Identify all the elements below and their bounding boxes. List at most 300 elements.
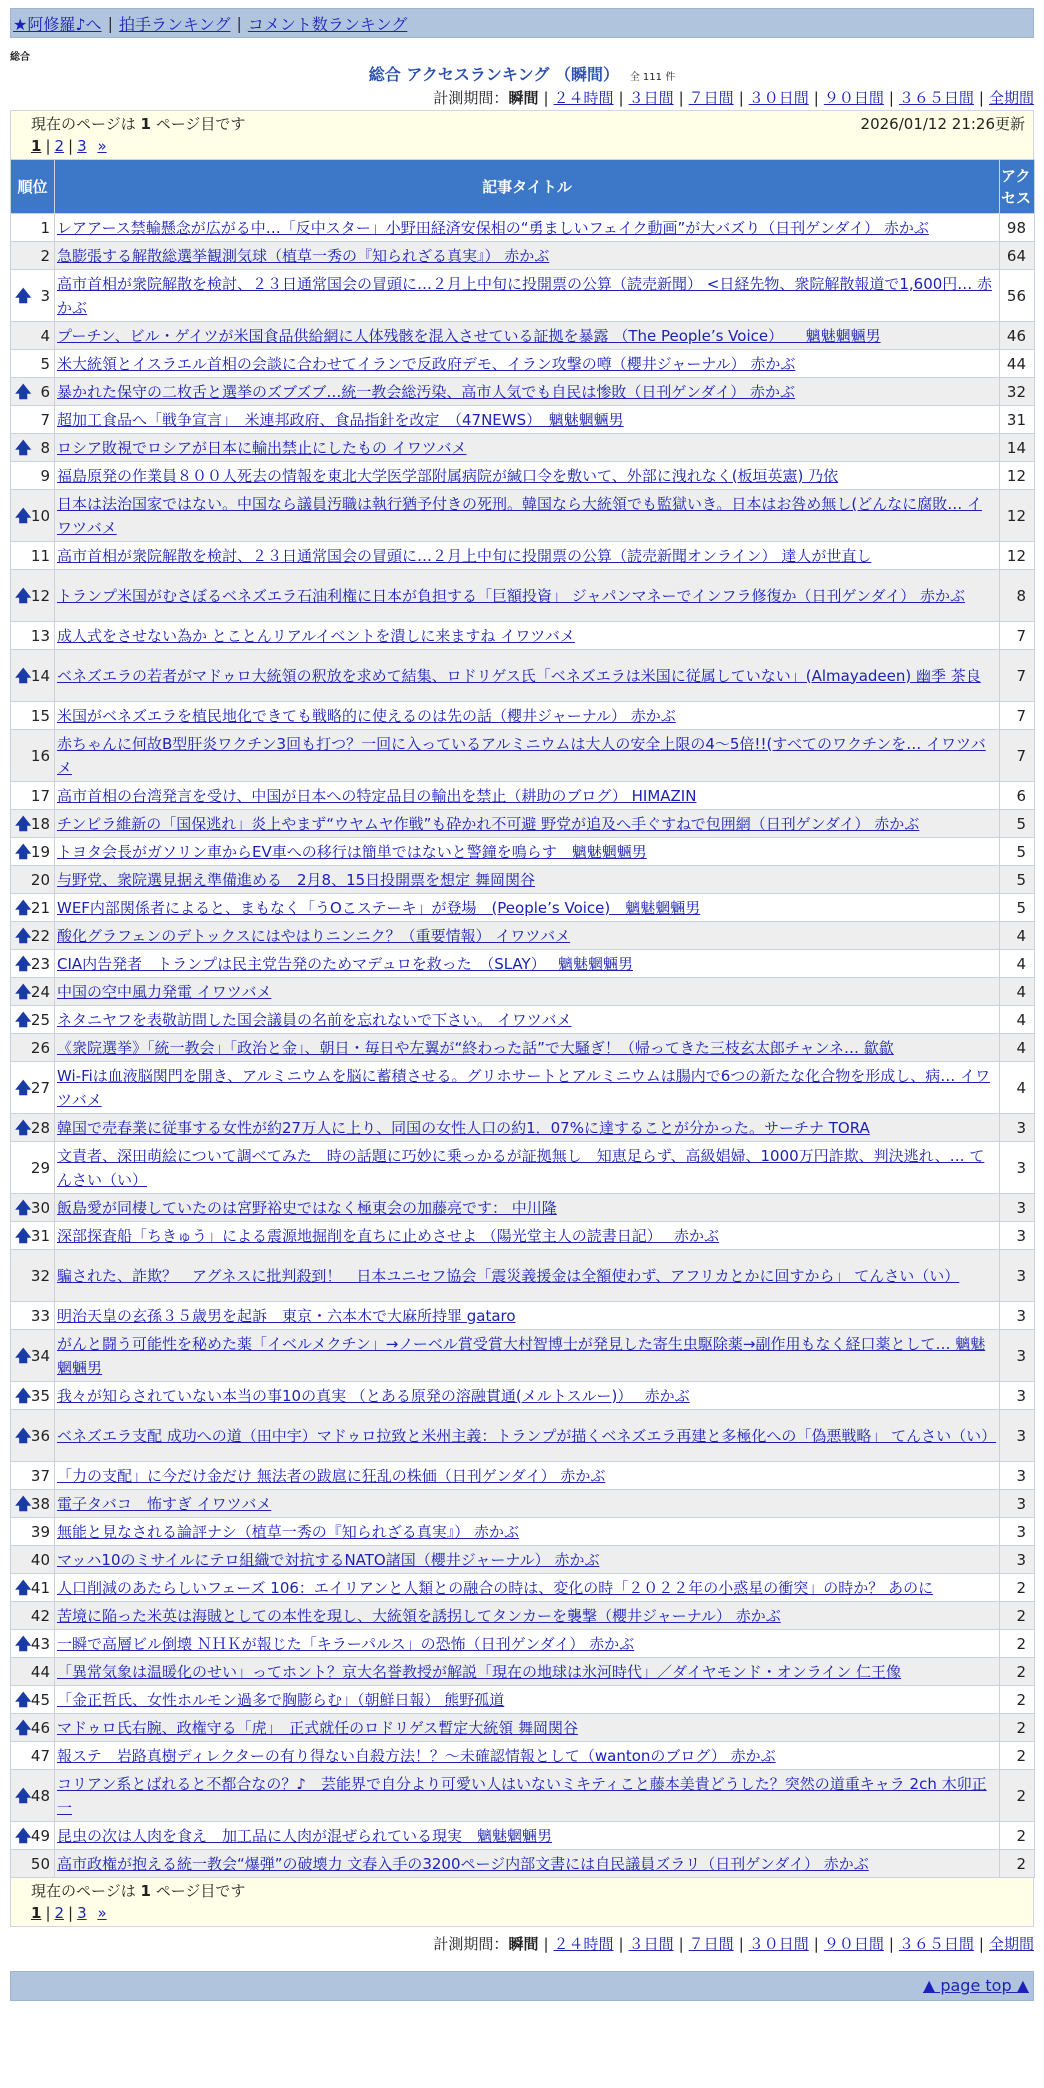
article-link[interactable]: チンピラ維新の「国保逃れ」炎上やまず“ウヤムヤ作戦”も砕かれ不可避 野党が追及へ手ぐすねで包囲網（日刊ゲンダイ） 赤かぶ: [57, 814, 920, 833]
access-count: 2: [1000, 1602, 1035, 1630]
article-link[interactable]: 赤ちゃんに何故B型肝炎ワクチン3回も打つ？一回に入っているアルミニウムは大人の安全上限の4～5倍!!(すべてのワクチンを… イワツバメ: [57, 734, 986, 777]
access-count: 3: [1000, 1382, 1035, 1410]
article-link[interactable]: 我々が知らされていない本当の事10の真実 （とある原発の溶融貫通(メルトスルー)） 赤かぶ: [57, 1386, 690, 1405]
table-row: [11, 1850, 1035, 1878]
access-count: 4: [1000, 1006, 1035, 1034]
period-separator: |: [543, 89, 549, 107]
pager-separator: |: [45, 137, 51, 155]
title-cell: [55, 1006, 1000, 1034]
period-separator: |: [888, 89, 894, 107]
table-row: [11, 810, 1035, 838]
article-link[interactable]: 暴かれた保守の二枚舌と選挙のズブズブ…統一教会総汚染、高市人気でも自民は惨敗（日刊ゲンダイ） 赤かぶ: [57, 382, 795, 401]
rank-cell: [11, 434, 55, 462]
table-row: [11, 322, 1035, 350]
rank-cell: [11, 810, 55, 838]
rank-number: 1: [40, 218, 50, 237]
access-count: 4: [1000, 978, 1035, 1006]
period-link-4[interactable]: ９０日間: [823, 1935, 884, 1953]
table-row: [11, 1034, 1035, 1062]
rank-cell: [11, 894, 55, 922]
total-count: 全 111 件: [629, 72, 676, 83]
title-cell: [55, 406, 1000, 434]
article-link[interactable]: ネタニヤフを表敬訪問した国会議員の名前を忘れないで下さい。 イワツバメ: [57, 1010, 572, 1029]
access-count: 3: [1000, 1250, 1035, 1302]
pager-page-3[interactable]: 3: [77, 1904, 87, 1922]
rank-cell: [11, 650, 55, 702]
rank-number: 27: [30, 1078, 50, 1097]
article-link[interactable]: 米国がベネズエラを植民地化できても戦略的に使えるのは先の話（櫻井ジャーナル） 赤かぶ: [57, 706, 676, 725]
table-row: [11, 242, 1035, 270]
article-link[interactable]: 電子タバコ 怖すぎ イワツバメ: [57, 1494, 272, 1513]
access-count: 5: [1000, 810, 1035, 838]
up-arrow-icon: 🡅: [15, 665, 32, 685]
rank-number: 33: [30, 1306, 50, 1325]
article-link[interactable]: 文責者、深田萌絵について調べてみた 時の話題に巧妙に乗っかるが証拠無し 知恵足らず、高級娼婦、1000万円詐欺、判決逃れ、… てんさい（い）: [57, 1146, 985, 1189]
period-separator: |: [978, 89, 984, 107]
title-cell: [55, 1546, 1000, 1574]
access-count: 4: [1000, 922, 1035, 950]
rank-cell: [11, 1574, 55, 1602]
article-link[interactable]: コリアン系とばれると不都合なの？♪ 芸能界で自分より可愛い人はいないミキティこと藤本美貴どうした？突然の道重キャラ 2ch 木卯正一: [57, 1774, 987, 1817]
rank-cell: [11, 782, 55, 810]
title-cell: [55, 462, 1000, 490]
table-row: [11, 1822, 1035, 1850]
rank-number: 4: [40, 326, 50, 345]
pager-next[interactable]: »: [97, 137, 107, 155]
rank-number: 7: [40, 410, 50, 429]
title-cell: [55, 730, 1000, 782]
article-link[interactable]: Wi-Fiは血液脳関門を開き、アルミニウムを脳に蓄積させる。グリホサートとアルミニウムは腸内で6つの新たな化合物を形成し、病… イワツバメ: [57, 1066, 991, 1109]
article-link[interactable]: 高市政権が抱える統一教会“爆弾”の破壊力 文春入手の3200ページ内部文書には自民議員ズラリ（日刊ゲンダイ） 赤かぶ: [57, 1854, 869, 1873]
article-link[interactable]: 《衆院選挙》「統一教会」「政治と金」、朝日・毎日や左翼が“終わった話”で大騒ぎ！（帰ってきた三枝玄太郎チャンネ… 歙歙: [57, 1038, 894, 1057]
rank-number: 31: [30, 1226, 50, 1245]
rank-cell: [11, 1194, 55, 1222]
title-cell: [55, 1518, 1000, 1546]
rank-number: 12: [30, 586, 50, 605]
up-arrow-icon: 🡅: [15, 1717, 32, 1737]
current-page-text: 現在のページは 1 ページ目です: [31, 1882, 246, 1900]
article-link[interactable]: 騙された、詐欺？ アグネスに批判殺到！ 日本ユニセフ協会「震災義援金は全額使わず、アフリカとかに回すから」 てんさい（い）: [57, 1266, 960, 1285]
access-count: 5: [1000, 894, 1035, 922]
rank-number: 39: [30, 1522, 50, 1541]
rank-cell: [11, 1714, 55, 1742]
up-arrow-icon: 🡅: [15, 437, 32, 457]
access-count: 2: [1000, 1822, 1035, 1850]
table-row: [11, 622, 1035, 650]
table-row: [11, 490, 1035, 542]
article-link[interactable]: 人口削減のあたらしいフェーズ 106：エイリアンと人類との融合の時は、変化の時「２０２２年の小惑星の衝突」の時か？ あのに: [57, 1578, 934, 1597]
period-link-1[interactable]: ３日間: [628, 89, 674, 107]
page-top-link[interactable]: ▲ page top ▲: [922, 1976, 1029, 1995]
access-count: 98: [1000, 214, 1035, 242]
access-header: アクセス: [1000, 160, 1035, 214]
table-row: [11, 950, 1035, 978]
rank-number: 28: [30, 1118, 50, 1137]
rank-cell: [11, 622, 55, 650]
rank-cell: [11, 1062, 55, 1114]
rank-cell: [11, 1742, 55, 1770]
table-row: [11, 1302, 1035, 1330]
article-link[interactable]: 韓国で売春業に従事する女性が約27万人に上り、同国の女性人口の約1．07%に達することが分かった。サーチナ TORA: [57, 1118, 870, 1137]
period-link-1[interactable]: ３日間: [628, 1935, 674, 1953]
article-link[interactable]: 与野党、衆院選見据え準備進める 2月8、15日投開票を想定 舞岡関谷: [57, 870, 535, 889]
updated-timestamp: 2026/01/12 21:26更新: [860, 115, 1025, 133]
rank-cell: [11, 1410, 55, 1462]
period-link-2[interactable]: ７日間: [688, 89, 734, 107]
rank-number: 35: [30, 1386, 50, 1405]
table-row: [11, 1630, 1035, 1658]
category-label: 総合: [10, 52, 30, 63]
access-count: 3: [1000, 1518, 1035, 1546]
pager-separator: |: [68, 137, 74, 155]
title-cell: [55, 650, 1000, 702]
rank-number: 40: [30, 1550, 50, 1569]
rank-number: 14: [30, 666, 50, 685]
rank-cell: [11, 1850, 55, 1878]
rank-cell: [11, 950, 55, 978]
title-cell: [55, 978, 1000, 1006]
article-link[interactable]: トヨタ会長がガソリン車からEV車への移行は簡単ではないと警鐘を鳴らす 魑魅魍魎男: [57, 842, 647, 861]
rank-cell: [11, 570, 55, 622]
article-link[interactable]: 酸化グラフェンのデトックスにはやはりニンニク？（重要情報） イワツバメ: [57, 926, 571, 945]
rank-cell: [11, 1222, 55, 1250]
article-link[interactable]: 米大統領とイスラエル首相の会談に合わせてイランで反政府デモ、イラン攻撃の噂（櫻井ジャーナル） 赤かぶ: [57, 354, 796, 373]
title-cell: [55, 1490, 1000, 1518]
article-link[interactable]: トランプ米国がむさぼるベネズエラ石油利権に日本が負担する「巨額投資」 ジャパンマネーでインフラ修復か（日刊ゲンダイ） 赤かぶ: [57, 586, 966, 605]
period-label: 計測期間：: [433, 89, 509, 107]
period-separator: |: [543, 1935, 549, 1953]
up-arrow-icon: 🡅: [15, 897, 32, 917]
table-row: [11, 730, 1035, 782]
title-cell: [55, 866, 1000, 894]
title-cell: [55, 1410, 1000, 1462]
up-arrow-icon: 🡅: [15, 1117, 32, 1137]
article-link[interactable]: 高市首相が衆院解散を検討、２３日通常国会の冒頭に…２月上中旬に投開票の公算（読売新聞） <日経先物、衆院解散報道で1,600円… 赤かぶ: [57, 274, 993, 317]
title-cell: [55, 622, 1000, 650]
rank-number: 48: [30, 1786, 50, 1805]
title-cell: [55, 322, 1000, 350]
period-link-3[interactable]: ３０日間: [748, 1935, 809, 1953]
rank-number: 6: [40, 382, 50, 401]
article-link[interactable]: レアアース禁輸懸念が広がる中…「反中スター」小野田経済安保相の“勇ましいフェイク動画”が大バズり（日刊ゲンダイ） 赤かぶ: [57, 218, 929, 237]
rank-number: 20: [30, 870, 50, 889]
access-count: 2: [1000, 1770, 1035, 1822]
rank-cell: [11, 1382, 55, 1410]
period-link-5[interactable]: ３６５日間: [898, 89, 974, 107]
title-cell: [55, 1062, 1000, 1114]
table-row: [11, 978, 1035, 1006]
rank-cell: [11, 838, 55, 866]
title-cell: [55, 1302, 1000, 1330]
access-count: 5: [1000, 866, 1035, 894]
article-link[interactable]: 一瞬で高層ビル倒壊 ＮＨＫが報じた「キラーパルス」の恐怖（日刊ゲンダイ） 赤かぶ: [57, 1634, 635, 1653]
article-link[interactable]: 成人式をさせない為か とことんリアルイベントを潰しに来ますね イワツバメ: [57, 626, 575, 645]
access-count: 12: [1000, 462, 1035, 490]
access-count: 3: [1000, 1462, 1035, 1490]
title-cell: [55, 1382, 1000, 1410]
title-cell: [55, 1822, 1000, 1850]
ranking-table: [10, 159, 1035, 1878]
title-cell: [55, 1142, 1000, 1194]
ranking-heading: [10, 64, 1034, 86]
period-separator: |: [678, 1935, 684, 1953]
rank-cell: [11, 702, 55, 730]
article-link[interactable]: ベネズエラの若者がマドゥロ大統領の釈放を求めて結集、ロドリゲス氏「ベネズエラは米国に従属していない」(Almayadeen) 幽季 茶良: [57, 666, 981, 685]
up-arrow-icon: 🡅: [15, 1197, 32, 1217]
article-link[interactable]: 無能と見なされる論評ナシ（植草一秀の『知られざる真実』） 赤かぶ: [57, 1522, 519, 1541]
title-cell: [55, 922, 1000, 950]
rank-cell: [11, 1658, 55, 1686]
rank-number: 2: [40, 246, 50, 265]
article-link[interactable]: 「異常気象は温暖化のせい」ってホント？京大名誉教授が解説「現在の地球は氷河時代」／ダイヤモンド・オンライン 仁王像: [57, 1662, 902, 1681]
table-row: [11, 1382, 1035, 1410]
access-count: 7: [1000, 702, 1035, 730]
table-row: [11, 702, 1035, 730]
rank-number: 10: [30, 506, 50, 525]
period-separator: |: [813, 1935, 819, 1953]
article-link[interactable]: ロシア敗視でロシアが日本に輸出禁止にしたもの イワツバメ: [57, 438, 467, 457]
article-link[interactable]: 報ステ 岩路真樹ディレクターの有り得ない自殺方法！？～未確認情報として（wantonのブログ） 赤かぶ: [57, 1746, 776, 1765]
article-link[interactable]: 高市首相が衆院解散を検討、２３日通常国会の冒頭に…２月上中旬に投開票の公算（読売新聞オンライン） 達人が世直し: [57, 546, 872, 565]
table-row: [11, 1062, 1035, 1114]
rank-number: 24: [30, 982, 50, 1001]
rank-number: 3: [40, 286, 50, 305]
rank-cell: [11, 1006, 55, 1034]
period-link-5[interactable]: ３６５日間: [898, 1935, 974, 1953]
access-count: 3: [1000, 1490, 1035, 1518]
article-link[interactable]: 超加工食品へ「戦争宣言」 米連邦政府、食品指針を改定 （47NEWS） 魑魅魍魎男: [57, 410, 624, 429]
rank-number: 34: [30, 1346, 50, 1365]
period-selector-top: [10, 86, 1034, 110]
page-title: 総合 アクセスランキング （瞬間）: [368, 65, 619, 84]
table-row: [11, 378, 1035, 406]
access-count: 2: [1000, 1742, 1035, 1770]
up-arrow-icon: 🡅: [15, 1689, 32, 1709]
access-count: 3: [1000, 1546, 1035, 1574]
rank-number: 43: [30, 1634, 50, 1653]
article-link[interactable]: 明治天皇の玄孫３５歳男を起訴 東京・六本木で大麻所持罪 gataro: [57, 1306, 516, 1325]
pager-top: [10, 110, 1034, 159]
access-count: 4: [1000, 1062, 1035, 1114]
rank-number: 23: [30, 954, 50, 973]
table-row: [11, 1658, 1035, 1686]
rank-cell: [11, 1602, 55, 1630]
access-count: 3: [1000, 1302, 1035, 1330]
rank-number: 22: [30, 926, 50, 945]
home-link[interactable]: ★阿修羅♪へ: [13, 14, 102, 34]
access-count: 8: [1000, 570, 1035, 622]
title-cell: [55, 1330, 1000, 1382]
up-arrow-icon: 🡅: [15, 1577, 32, 1597]
pager-page-2[interactable]: 2: [54, 1904, 65, 1922]
article-link[interactable]: 飯島愛が同棲していたのは宮野裕史ではなく極東会の加藤亮です： 中川隆: [57, 1198, 557, 1217]
rank-cell: [11, 978, 55, 1006]
table-row: [11, 650, 1035, 702]
table-row: [11, 1006, 1035, 1034]
article-link[interactable]: マドゥロ氏右腕、政権守る「虎」 正式就任のロドリゲス暫定大統領 舞岡関谷: [57, 1718, 578, 1737]
rank-number: 25: [30, 1010, 50, 1029]
table-row: [11, 1142, 1035, 1194]
up-arrow-icon: 🡅: [15, 1225, 32, 1245]
article-link[interactable]: プーチン、ビル・ゲイツが米国食品供給網に人体残骸を混入させている証拠を暴露 （The People’s Voice） 魑魅魍魎男: [57, 326, 881, 345]
rank-cell: [11, 730, 55, 782]
article-link[interactable]: 中国の空中風力発電 イワツバメ: [57, 982, 272, 1001]
period-link-2[interactable]: ７日間: [688, 1935, 734, 1953]
period-separator: |: [813, 89, 819, 107]
rank-cell: [11, 1518, 55, 1546]
rank-number: 49: [30, 1826, 50, 1845]
title-cell: [55, 810, 1000, 838]
pager-links: [31, 1902, 1025, 1926]
page: [10, 8, 1034, 2001]
rank-cell: [11, 1822, 55, 1850]
table-row: [11, 1546, 1035, 1574]
pager-page-1[interactable]: 1: [31, 1904, 42, 1922]
article-link[interactable]: 昆虫の次は人肉を食え 加工品に人肉が混ぜられている現実 魑魅魍魎男: [57, 1826, 553, 1845]
up-arrow-icon: 🡅: [15, 1493, 32, 1513]
up-arrow-icon: 🡅: [15, 1385, 32, 1405]
period-link-3[interactable]: ３０日間: [748, 89, 809, 107]
up-arrow-icon: 🡅: [15, 925, 32, 945]
period-separator: |: [978, 1935, 984, 1953]
access-count: 7: [1000, 650, 1035, 702]
period-separator: |: [738, 1935, 744, 1953]
access-count: 14: [1000, 434, 1035, 462]
access-count: 31: [1000, 406, 1035, 434]
rank-number: 15: [30, 706, 50, 725]
rank-number: 29: [30, 1158, 50, 1177]
article-link[interactable]: がんと闘う可能性を秘めた薬「イベルメクチン」→ノーベル賞受賞大村智博士が発見した寄生虫駆除薬→副作用もなく経口薬として… 魑魅魍魎男: [57, 1334, 986, 1377]
article-link[interactable]: 苦境に陥った米英は海賊としての本性を現し、大統領を誘拐してタンカーを襲撃（櫻井ジャーナル） 赤かぶ: [57, 1606, 781, 1625]
pager-page-2[interactable]: 2: [54, 137, 65, 155]
rank-cell: [11, 322, 55, 350]
rank-number: 8: [40, 438, 50, 457]
rank-number: 46: [30, 1718, 50, 1737]
period-link-6[interactable]: 全期間: [988, 1935, 1034, 1953]
article-link[interactable]: 日本は法治国家ではない。中国なら議員汚職は執行猶予付きの死刑。韓国なら大統領でも監獄いき。日本はお咎め無し(どんなに腐敗… イワツバメ: [57, 494, 983, 537]
up-arrow-icon: 🡅: [15, 1633, 32, 1653]
title-cell: [55, 1462, 1000, 1490]
table-row: [11, 270, 1035, 322]
period-link-0[interactable]: ２４時間: [553, 89, 614, 107]
access-count: 7: [1000, 622, 1035, 650]
period-link-6[interactable]: 全期間: [988, 89, 1034, 107]
title-cell: [55, 702, 1000, 730]
up-arrow-icon: 🡅: [15, 813, 32, 833]
title-cell: [55, 1114, 1000, 1142]
table-row: [11, 1770, 1035, 1822]
title-cell: [55, 1602, 1000, 1630]
rank-cell: [11, 242, 55, 270]
rank-cell: [11, 1114, 55, 1142]
rank-cell: [11, 542, 55, 570]
access-count: 3: [1000, 1222, 1035, 1250]
access-count: 32: [1000, 378, 1035, 406]
access-count: 3: [1000, 1194, 1035, 1222]
article-link[interactable]: 急膨張する解散総選挙観測気球（植草一秀の『知られざる真実』） 赤かぶ: [57, 246, 550, 265]
up-arrow-icon: 🡅: [15, 841, 32, 861]
period-link-4[interactable]: ９０日間: [823, 89, 884, 107]
top-nav-bar: [10, 8, 1034, 38]
title-cell: [55, 214, 1000, 242]
title-cell: [55, 1686, 1000, 1714]
up-arrow-icon: 🡅: [15, 1009, 32, 1029]
up-arrow-icon: 🡅: [15, 381, 32, 401]
title-cell: [55, 490, 1000, 542]
pager-page-3[interactable]: 3: [77, 137, 87, 155]
rank-number: 42: [30, 1606, 50, 1625]
table-row: [11, 462, 1035, 490]
clap-ranking-link[interactable]: 拍手ランキング: [118, 14, 231, 34]
rank-cell: [11, 1250, 55, 1302]
comment-ranking-link[interactable]: コメント数ランキング: [247, 14, 408, 34]
rank-number: 32: [30, 1266, 50, 1285]
title-cell: [55, 378, 1000, 406]
article-link[interactable]: ベネズエラ支配 成功への道（田中宇）マドゥロ拉致と米州主義：トランプが描くベネズエラ再建と多極化への「偽悪戦略」 てんさい（い）: [57, 1426, 997, 1445]
period-link-0[interactable]: ２４時間: [553, 1935, 614, 1953]
access-count: 2: [1000, 1686, 1035, 1714]
title-cell: [55, 350, 1000, 378]
period-current: 瞬間: [508, 1935, 539, 1953]
article-link[interactable]: WEF内部関係者によると、まもなく「うOこステーキ」が登場 (People’s Voice) 魑魅魍魎男: [57, 898, 701, 917]
article-link[interactable]: 深部探査船「ちきゅう」による震源地掘削を直ちに止めさせよ （陽光堂主人の読書日記） 赤かぶ: [57, 1226, 720, 1245]
rank-cell: [11, 350, 55, 378]
table-row: [11, 894, 1035, 922]
rank-number: 21: [30, 898, 50, 917]
bottom-bar: [10, 1971, 1034, 2001]
title-cell: [55, 894, 1000, 922]
up-arrow-icon: 🡅: [15, 1425, 32, 1445]
table-row: [11, 1410, 1035, 1462]
table-row: [11, 922, 1035, 950]
period-label: 計測期間：: [433, 1935, 509, 1953]
up-arrow-icon: 🡅: [15, 981, 32, 1001]
rank-cell: [11, 1302, 55, 1330]
access-count: 3: [1000, 1330, 1035, 1382]
title-cell: [55, 1714, 1000, 1742]
article-link[interactable]: 高市首相の台湾発言を受け、中国が日本への特定品目の輸出を禁止（耕助のブログ） HIMAZIN: [57, 786, 697, 805]
up-arrow-icon: 🡅: [15, 505, 32, 525]
title-cell: [55, 270, 1000, 322]
table-row: [11, 1602, 1035, 1630]
rank-number: 9: [40, 466, 50, 485]
nav-separator: |: [107, 13, 113, 33]
article-link[interactable]: 「力の支配」に今だけ金だけ 無法者の跋扈に狂乱の株価（日刊ゲンダイ） 赤かぶ: [57, 1466, 606, 1485]
rank-cell: [11, 1546, 55, 1574]
table-row: [11, 1114, 1035, 1142]
rank-cell: [11, 490, 55, 542]
rank-cell: [11, 270, 55, 322]
rank-number: 44: [30, 1662, 50, 1681]
access-count: 4: [1000, 950, 1035, 978]
pager-page-1[interactable]: 1: [31, 137, 42, 155]
article-link[interactable]: 「金正哲氏、女性ホルモン過多で胸膨らむ」（朝鮮日報） 熊野孤道: [57, 1690, 505, 1709]
rank-cell: [11, 1770, 55, 1822]
rank-cell: [11, 1490, 55, 1518]
pager-next[interactable]: »: [97, 1904, 107, 1922]
up-arrow-icon: 🡅: [15, 1785, 32, 1805]
rank-cell: [11, 1462, 55, 1490]
title-cell: [55, 1034, 1000, 1062]
access-count: 2: [1000, 1574, 1035, 1602]
article-link[interactable]: CIA内告発者 トランプは民主党告発のためマデュロを救った （SLAY） 魑魅魍魎男: [57, 954, 633, 973]
rank-cell: [11, 214, 55, 242]
article-link[interactable]: マッハ10のミサイルにテロ組織で対抗するNATO諸国（櫻井ジャーナル） 赤かぶ: [57, 1550, 600, 1569]
article-link[interactable]: 福島原発の作業員８００人死去の情報を東北大学医学部附属病院が緘口令を敷いて、外部に洩れなく(板垣英憲) 乃依: [57, 466, 839, 485]
rank-number: 18: [30, 814, 50, 833]
rank-cell: [11, 1330, 55, 1382]
title-header: 記事タイトル: [55, 160, 1000, 214]
